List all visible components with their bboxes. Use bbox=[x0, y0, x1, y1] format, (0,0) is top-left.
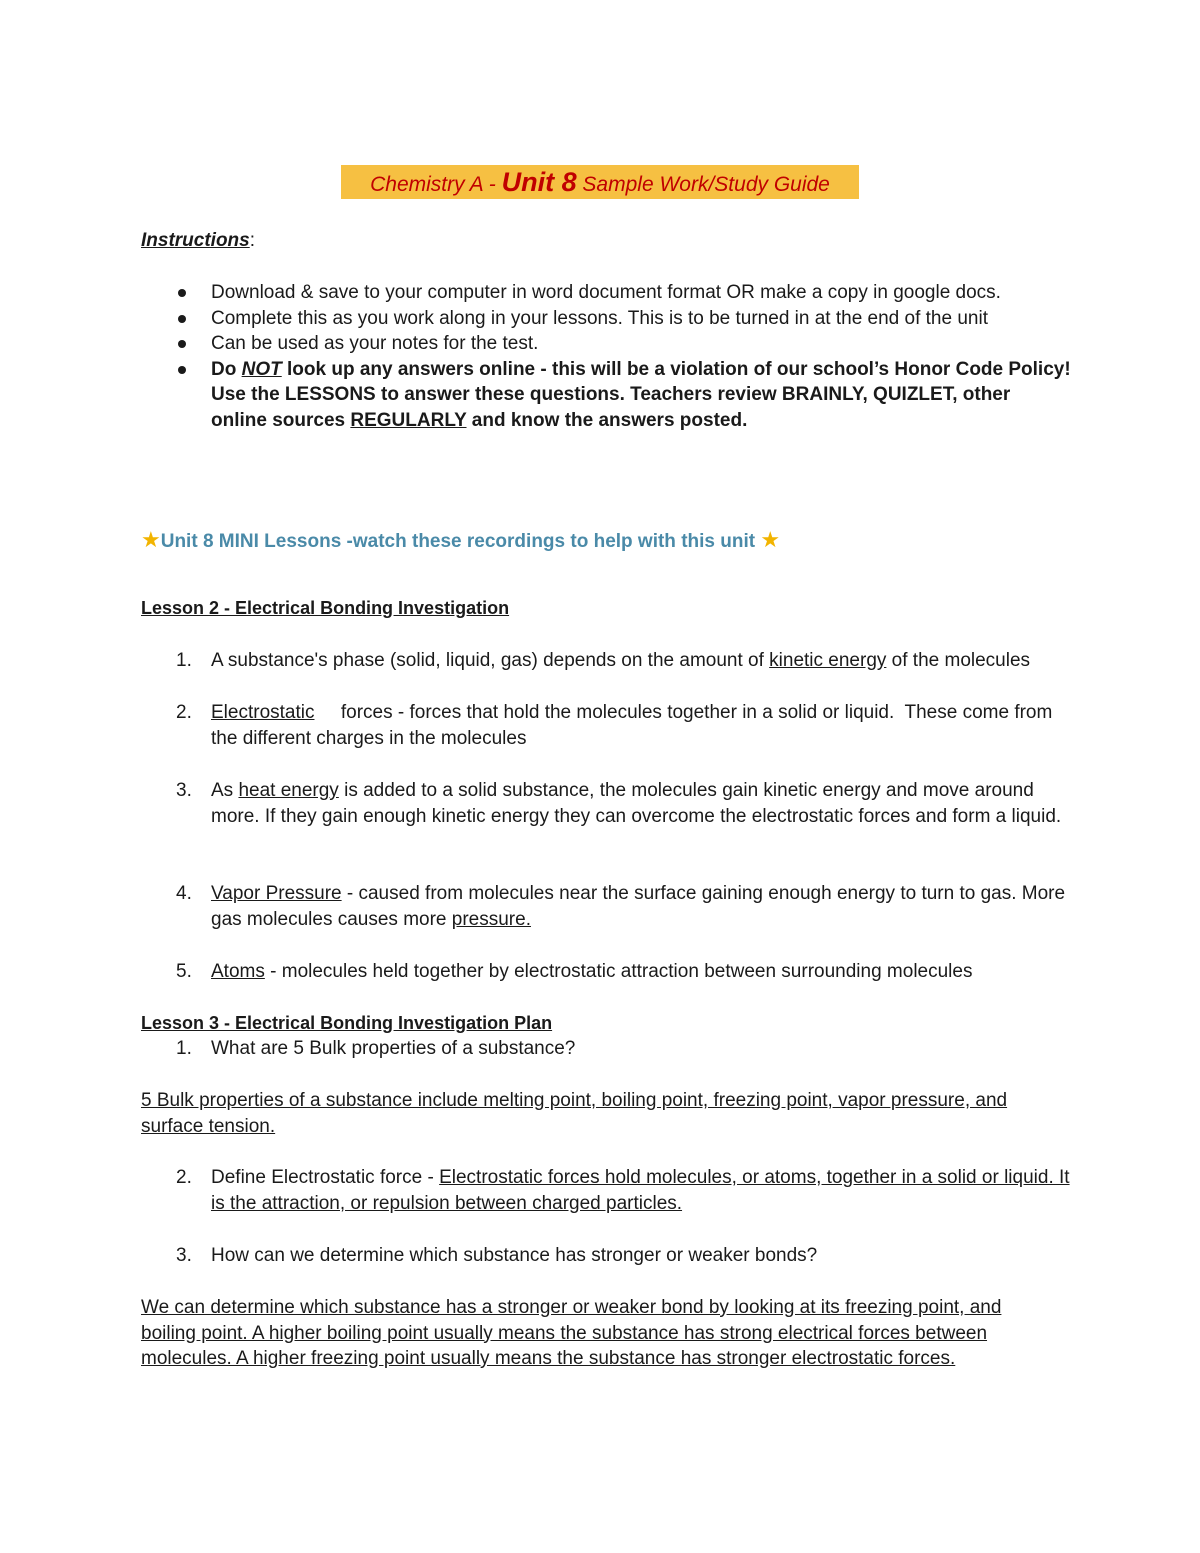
honor-code-warning: Do NOT look up any answers online - this will be a violation of our school’s Honor Code Policy! Use the LESSONS to answer these questions. Teachers review BRAINLY, QUIZLET, other online sources REGULARLY and know the answers posted. bbox=[141, 357, 1071, 434]
list-item: 2. Define Electrostatic force - Electrostatic forces hold molecules, or atoms, together in a solid or liquid. It is the attraction, or repulsion between charged particles. bbox=[176, 1167, 1070, 1214]
list-item: 5. Atoms - molecules held together by electrostatic attraction between surrounding molecules bbox=[176, 961, 973, 982]
instructions-heading: Instructions: bbox=[141, 230, 256, 251]
mini-lessons-link[interactable]: ★Unit 8 MINI Lessons -watch these recordings to help with this unit ★ bbox=[141, 527, 781, 552]
document-title bbox=[341, 165, 859, 199]
list-item: Download & save to your computer in word document format OR make a copy in google docs. bbox=[141, 280, 1071, 306]
list-item: 2. Electrostatic forces - forces that hold the molecules together in a solid or liquid. These come from the different charges in the molecules bbox=[176, 702, 1058, 749]
list-item: 3. As heat energy is added to a solid substance, the molecules gain kinetic energy and move around more. If they gain enough kinetic energy they can overcome the electrostatic forces and form a liquid. bbox=[176, 780, 1062, 827]
title-suffix: Sample Work/Study Guide bbox=[576, 173, 830, 196]
star-icon: ★ bbox=[141, 527, 161, 552]
list-item: 4. Vapor Pressure - caused from molecules near the surface gaining enough energy to turn to gas. More gas molecules causes more pressure. bbox=[176, 883, 1066, 930]
answer-text: We can determine which substance has a stronger or weaker bond by looking at its freezing point, and boiling point. A higher boiling point usually means the substance has strong electrical forces between molecules. A higher freezing point usually means the substance has stronger electrostatic forces. bbox=[141, 1297, 1002, 1369]
list-item: 3. How can we determine which substance has stronger or weaker bonds? bbox=[176, 1245, 818, 1266]
lesson2-heading: Lesson 2 - Electrical Bonding Investigation bbox=[141, 598, 510, 618]
list-item: Complete this as you work along in your lessons. This is to be turned in at the end of the unit bbox=[141, 306, 1071, 332]
title-unit: Unit 8 bbox=[501, 167, 577, 197]
answer-text: 5 Bulk properties of a substance include melting point, boiling point, freezing point, vapor pressure, and surface tension. bbox=[141, 1090, 1008, 1137]
title-prefix: Chemistry A - bbox=[370, 173, 502, 196]
star-icon: ★ bbox=[760, 527, 781, 552]
lesson3-heading: Lesson 3 - Electrical Bonding Investigation Plan bbox=[141, 1013, 553, 1033]
list-item: Can be used as your notes for the test. bbox=[141, 331, 1071, 357]
instructions-list bbox=[141, 280, 1071, 433]
list-item: 1. What are 5 Bulk properties of a substance? bbox=[176, 1038, 576, 1059]
list-item: 1. A substance's phase (solid, liquid, gas) depends on the amount of kinetic energy of the molecules bbox=[176, 650, 1031, 671]
